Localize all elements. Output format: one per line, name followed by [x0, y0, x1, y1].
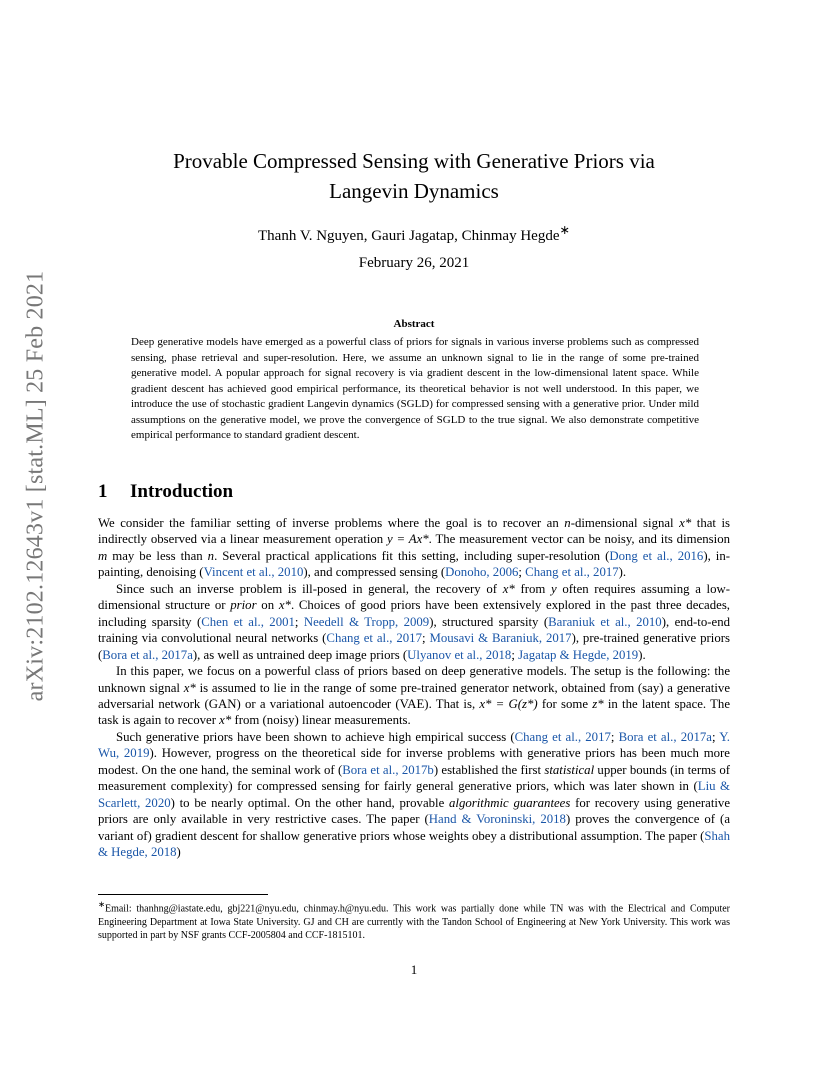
text-run: ; [294, 614, 304, 629]
footnote-mark: ∗ [98, 900, 105, 909]
citation-link[interactable]: Dong et al., 2016 [609, 548, 704, 563]
arxiv-identifier: arXiv:2102.12643v1 [stat.ML] 25 Feb 2021 [22, 270, 49, 702]
math-symbol: n [564, 516, 571, 530]
text-run: that is indirectly observed via a linear measurement operation [98, 516, 731, 547]
abstract-heading: Abstract [393, 318, 435, 330]
text-run: . Several practical applications fit this setting, including super-resolution ( [214, 548, 610, 563]
text-run: . The measurement vector can be noisy, and its dimension [428, 532, 730, 547]
math-symbol: m [98, 548, 108, 563]
author-names: Thanh V. Nguyen, Gauri Jagatap, Chinmay Hegde [258, 228, 560, 244]
citation-link[interactable]: Donoho, 2006 [445, 565, 519, 580]
paragraph-1 [98, 515, 730, 581]
citation-link[interactable]: Hand & Voroninski, 2018 [428, 812, 566, 827]
paragraph-4 [98, 729, 730, 861]
text-run: for recovery using generative priors are only available in very restrictive cases. The paper ( [98, 795, 731, 827]
footnote-text: Email: thanhng@iastate.edu, gbj221@nyu.edu, chinmay.h@nyu.edu. This work was partially done while TN was with the Electrical and Computer Engineering Department at Iowa State University. GJ and CH are currently with the Tandon School of Engineering at New York University. This work was supported in part by NSF grants CCF-2005804 and CCF-1815101. [98, 903, 730, 941]
text-run: ), end-to-end training via convolutional neural networks ( [98, 614, 730, 646]
paragraph-2 [98, 581, 730, 663]
math-symbol: x* [183, 680, 196, 695]
text-run: ; [711, 729, 720, 744]
text-run: ), pre-trained generative priors ( [98, 631, 730, 662]
text-run: ; [511, 647, 519, 662]
math-symbol: x* [278, 598, 291, 613]
math-symbol: z* [592, 696, 604, 711]
math-equation: y = Ax* [387, 532, 429, 547]
math-symbol: x* [219, 713, 232, 728]
arxiv-sidebar-stamp [12, 270, 60, 702]
emphasis-text: prior [230, 598, 257, 613]
paper-title-line-1: Provable Compressed Sensing with Generative Priors via [173, 149, 655, 173]
math-symbol: n [207, 548, 215, 563]
citation-link[interactable]: Bora et al., 2017b [342, 762, 434, 777]
text-run: may be less than [107, 548, 208, 563]
emphasis-text: algorithmic guarantees [449, 795, 571, 810]
math-symbol: x* [679, 516, 692, 530]
citation-link[interactable]: Chang et al., 2017 [514, 729, 611, 744]
citation-link[interactable]: Chang et al., 2017 [326, 631, 422, 646]
page-number: 1 [410, 962, 418, 977]
text-run: ), in-painting, denoising ( [98, 548, 731, 580]
paper-title-line-2: Langevin Dynamics [329, 179, 499, 203]
citation-link[interactable]: Baraniuk et al., 2010 [548, 614, 662, 629]
citation-link[interactable]: Chen et al., 2001 [201, 614, 295, 629]
citation-link[interactable]: Y. Wu, 2019 [98, 729, 730, 761]
footnote-divider [98, 894, 268, 895]
text-run: in the latent space. The task is again to recover [98, 696, 731, 728]
text-run: ; [518, 565, 526, 580]
text-run: We consider the familiar setting of inverse problems where the goal is to recover an [98, 516, 565, 530]
author-list [98, 222, 730, 245]
citation-link[interactable]: Chang et al., 2017 [525, 565, 619, 580]
introduction-body [98, 515, 730, 861]
text-run: ), and compressed sensing ( [303, 565, 446, 580]
text-run: ). [618, 565, 627, 580]
text-run: Since such an inverse problem is ill-posed in general, the recovery of [116, 581, 503, 596]
text-run: ) to be nearly optimal. On the other hand, provable [170, 795, 450, 810]
text-run: upper bounds (in terms of measurement complexity) for compressed sensing for fairly general generative priors, which was later shown in ( [98, 762, 730, 794]
citation-link[interactable]: Vincent et al., 2010 [203, 565, 304, 580]
citation-link[interactable]: Bora et al., 2017a [102, 647, 193, 662]
citation-link[interactable]: Shah & Hegde, 2018 [98, 828, 730, 860]
citation-link[interactable]: Mousavi & Baraniuk, 2017 [429, 631, 572, 646]
text-run: is assumed to lie in the range of some pre-trained generator network, obtained from (say) a generative adversarial network (GAN) or a variational autoencoder (VAE). That is, [98, 680, 730, 711]
text-run: for some [537, 696, 593, 711]
text-run: ) established the first [433, 762, 545, 777]
text-run: often requires assuming a low-dimensional structure or [98, 581, 730, 613]
text-run: Such generative priors have been shown to achieve high empirical success ( [116, 729, 515, 744]
text-run: from [514, 581, 551, 596]
text-run: ) [176, 845, 181, 860]
citation-link[interactable]: Jagatap & Hegde, 2019 [518, 647, 639, 662]
text-run: ). However, progress on the theoretical side for inverse problems with generative priors has been much more modest. On the one hand, the seminal work of ( [98, 746, 730, 777]
text-run: ; [421, 631, 430, 646]
citation-link[interactable]: Ulyanov et al., 2018 [407, 647, 512, 662]
text-run: ; [610, 729, 619, 744]
text-run: In this paper, we focus on a powerful class of priors based on deep generative models. The setup is the following: the unknown signal [98, 664, 730, 695]
author-footnote-mark: ∗ [559, 223, 570, 237]
text-run: ), as well as untrained deep image priors ( [192, 647, 408, 662]
citation-link[interactable]: Bora et al., 2017a [618, 729, 712, 744]
math-symbol: x* [502, 581, 515, 596]
text-run: . Choices of good priors have been extensively explored in the past three decades, including sparsity ( [98, 598, 730, 629]
abstract-text: Deep generative models have emerged as a powerful class of priors for signals in various inverse problems such as compressed sensing, phase retrieval and super-resolution. Here, we assume an unknown signal to lie in the range of some pre-trained generative model. A popular approach for signal recovery is via gradient descent in the low-dimensional latent space. While gradient descent has achieved good empirical performance, its theoretical behavior is not well understood. In this paper, we introduce the use of stochastic gradient Langevin dynamics (SGLD) for compressed sensing with a generative prior. Under mild assumptions on the generative model, we prove the convergence of SGLD to the true signal. We also demonstrate competitive empirical performance to standard gradient descent. [131, 336, 699, 441]
text-run: -dimensional signal [570, 516, 680, 530]
math-equation: x* = G(z*) [479, 696, 538, 711]
section-number: 1 [98, 481, 108, 502]
footnote [98, 898, 730, 942]
section-title: Introduction [130, 481, 234, 502]
section-heading-introduction [98, 481, 233, 503]
paper-title [98, 146, 730, 206]
text-run: ) proves the convergence of (a variant of) gradient descent for shallow generative priors whose weights obey a distributional assumption. The paper ( [98, 812, 730, 843]
text-run: on [256, 598, 279, 613]
paper-date: February 26, 2021 [358, 255, 470, 271]
text-run: ). [638, 647, 646, 662]
emphasis-text: statistical [544, 762, 595, 777]
citation-link[interactable]: Liu & Scarlett, 2020 [98, 779, 730, 810]
text-run: ), structured sparsity ( [429, 614, 549, 629]
citation-link[interactable]: Needell & Tropp, 2009 [303, 614, 430, 629]
text-run: from (noisy) linear measurements. [231, 713, 411, 728]
paragraph-3 [98, 663, 730, 729]
math-symbol: y [551, 581, 557, 596]
